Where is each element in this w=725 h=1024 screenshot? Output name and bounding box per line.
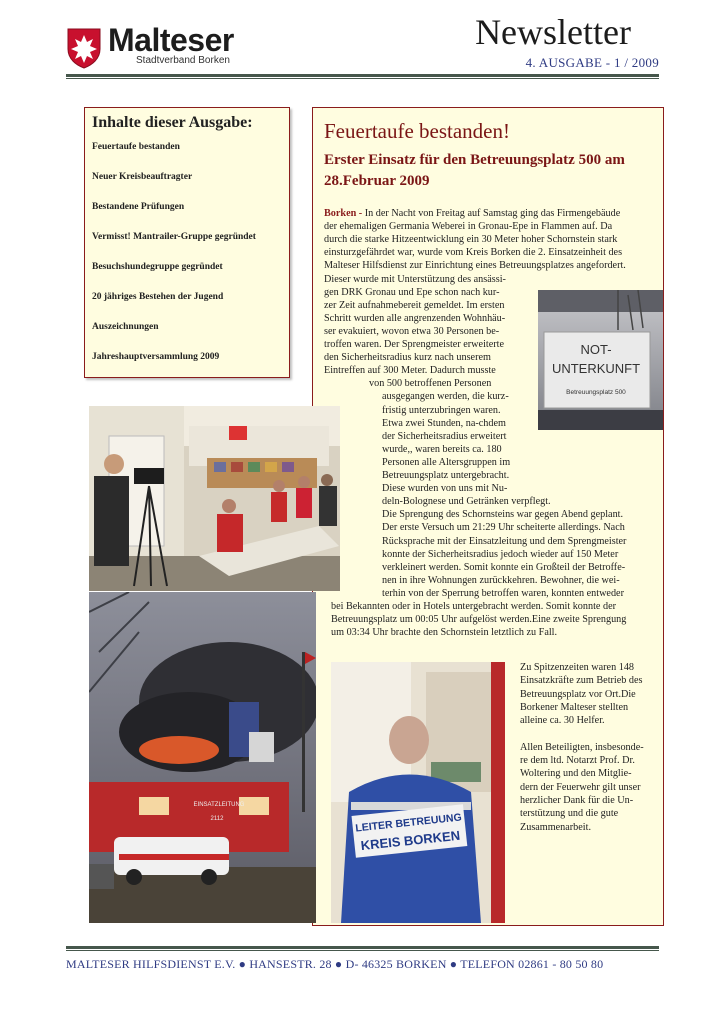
article-subtitle: Erster Einsatz für den Betreuungsplatz 500 am 28.Februar 2009 [324, 152, 625, 189]
article-line: wurde,, waren bereits ca. 180 [382, 443, 502, 455]
header-rule-thin [66, 78, 659, 79]
article-line: Betreuungsplatz um 00:05 Uhr aufgelöst werden.Eine zweite Sprengung [331, 614, 627, 626]
toc-item: Jahreshauptversammlung 2009 [92, 352, 220, 362]
article-line: Etwa zwei Stunden, na-chdem [382, 417, 506, 429]
side-line: Borkener Malteser stellten [520, 701, 629, 713]
side-line: re dem ltd. Notarzt Prof. Dr. [520, 755, 635, 767]
article-line: Der erste Versuch um 21:29 Uhr scheiterte allerdings. Nach [382, 522, 625, 534]
truck-text: EINSATZLEITUNG [193, 802, 245, 808]
article-line: fristig unterzubringen waren. [382, 404, 501, 416]
side-line: dern der Feuerwehr gilt unser [520, 781, 641, 793]
article-line: Dieser wurde mit Unterstützung des ansässi- [324, 273, 506, 285]
article-line: den Sicherheitsradius kurz nach unserem [324, 352, 491, 364]
toc-item: Vermisst! Mantrailer-Gruppe gegründet [92, 232, 256, 242]
article-line: deln-Bolognese und Getränken verpflegt. [382, 496, 551, 508]
brand-subtitle: Stadtverband Borken [136, 55, 230, 66]
article-line: bei Bekannten oder in Hotels untergebracht werden. Somit konnte der [331, 601, 616, 612]
article-line: Personen alle Altersgruppen im [382, 456, 511, 468]
article-line: gen DRK Gronau und Epe schon nach kur- [324, 286, 500, 298]
photo-leader-vest [331, 662, 505, 923]
article-line: nen in ihre Wohnungen zurückkehren. Bewohner, die wei- [382, 574, 620, 586]
article-dateline: Borken - [324, 208, 363, 219]
photo-indoor-shelter [89, 406, 340, 591]
article-line-text: In der Nacht von Freitag auf Samstag ging das Firmengebäude [364, 208, 621, 219]
sign-text-1: NOT- [580, 342, 612, 357]
toc-item: 20 jähriges Bestehen der Jugend [92, 292, 224, 302]
article-line: konnte der Sicherheitsradius jedoch wieder auf 150 Meter [382, 548, 619, 560]
article-line: durch die starke Hitzeentwicklung ein 30 Meter hoher Schornstein stark [324, 234, 618, 246]
article-line: einsturzgefährdet war, wurde vom Kreis Borken die 2. Einsatzeinheit des [324, 247, 623, 259]
toc-item: Besuchshundegruppe gegründet [92, 262, 223, 272]
newsletter-title: Newsletter [475, 12, 631, 52]
side-line: Einsatzkräfte zum Betrieb des [520, 675, 643, 687]
vest-text-2: KREIS BORKEN [360, 827, 461, 854]
footer-address: MALTESER HILFSDIENST E.V. ● HANSESTR. 28 ● D- 46325 BORKEN ● TELEFON 02861 - 80 50 80 [66, 957, 604, 971]
issue-label: 4. AUSGABE - 1 / 2009 [525, 55, 659, 70]
toc-item: Bestandene Prüfungen [92, 202, 185, 212]
article-line: verkleinert werden. Somit konnte ein Großteil der Betroffe- [382, 561, 626, 573]
article-line: der Sicherheitsradius erweitert [382, 430, 507, 442]
side-line: Zusammenarbeit. [520, 821, 592, 833]
toc-item: Feuertaufe bestanden [92, 142, 180, 152]
article-line: Malteser Hilfsdienst zur Einrichtung eines Betreuungsplatzes angefordert. [324, 260, 626, 272]
toc-item: Neuer Kreisbeauftragter [92, 172, 193, 182]
article-line: von 500 betroffenen Personen [369, 378, 492, 390]
header-rule [66, 74, 659, 77]
truck-number: 2112 [210, 816, 224, 822]
article-line: der ehemaligen Germania Weberei in Gronau-Epe in Flammen auf. Da [324, 221, 613, 233]
article-line: Die Sprengung des Schornsteins war gegen Abend geplant. [382, 509, 624, 521]
article-line: Betreuungsplatz untergebracht. [382, 470, 510, 481]
brand-name: Malteser [108, 22, 234, 58]
side-line: Allen Beteiligten, insbesonde- [520, 741, 644, 753]
sign-text-2: UNTERKUNFT [551, 361, 641, 376]
article-line [324, 207, 653, 220]
article-line: troffen waren. Der Sprengmeister erweiterte [324, 339, 504, 350]
side-line: Woltering und den Mitglie- [520, 768, 632, 780]
article-line: ser evakuiert, wovon etwa 30 Personen be- [324, 325, 500, 337]
article-title: Feuertaufe bestanden! [324, 119, 510, 143]
vest-text-1: LEITER BETREUUNG [354, 811, 463, 835]
article-line: ausgegangen werden, die kurz- [382, 391, 509, 403]
article-line: Eintreffen auf 300 Meter. Dadurch musste [324, 365, 496, 377]
article-line: um 03:34 Uhr brachte den Schornstein letztlich zu Fall. [331, 627, 558, 639]
article-line: zer Zeit aufnahmebereit gemeldet. Im ersten [324, 299, 505, 311]
photo-sign [538, 290, 663, 430]
article-line: terhin von der Sperrung betroffen waren, konnten entweder [382, 587, 624, 599]
article-line: Diese wurden von uns mit Nu- [382, 483, 508, 495]
photo-fire-scene [89, 592, 316, 923]
footer-rule-thin [66, 950, 659, 951]
toc-item: Auszeichnungen [92, 322, 159, 332]
side-line: terstützung und die gute [520, 808, 619, 820]
article-line: Schritt wurden alle angrenzenden Wohnhäu- [324, 312, 506, 324]
toc-heading: Inhalte dieser Ausgabe: [92, 114, 253, 131]
side-line: Zu Spitzenzeiten waren 148 [520, 662, 635, 673]
malteser-cross-logo-icon [66, 27, 102, 69]
side-line: alleine ca. 30 Helfer. [520, 715, 605, 727]
sign-text-3: Betreuungsplatz 500 [566, 389, 626, 396]
side-line: herzlicher Dank für die Un- [520, 795, 634, 806]
footer-rule [66, 946, 659, 949]
article-line: Rücksprache mit der Einsatzleitung und dem Sprengmeister [382, 535, 627, 547]
side-line: Betreuungsplatz vor Ort.Die [520, 688, 636, 700]
toc-box [84, 107, 290, 378]
